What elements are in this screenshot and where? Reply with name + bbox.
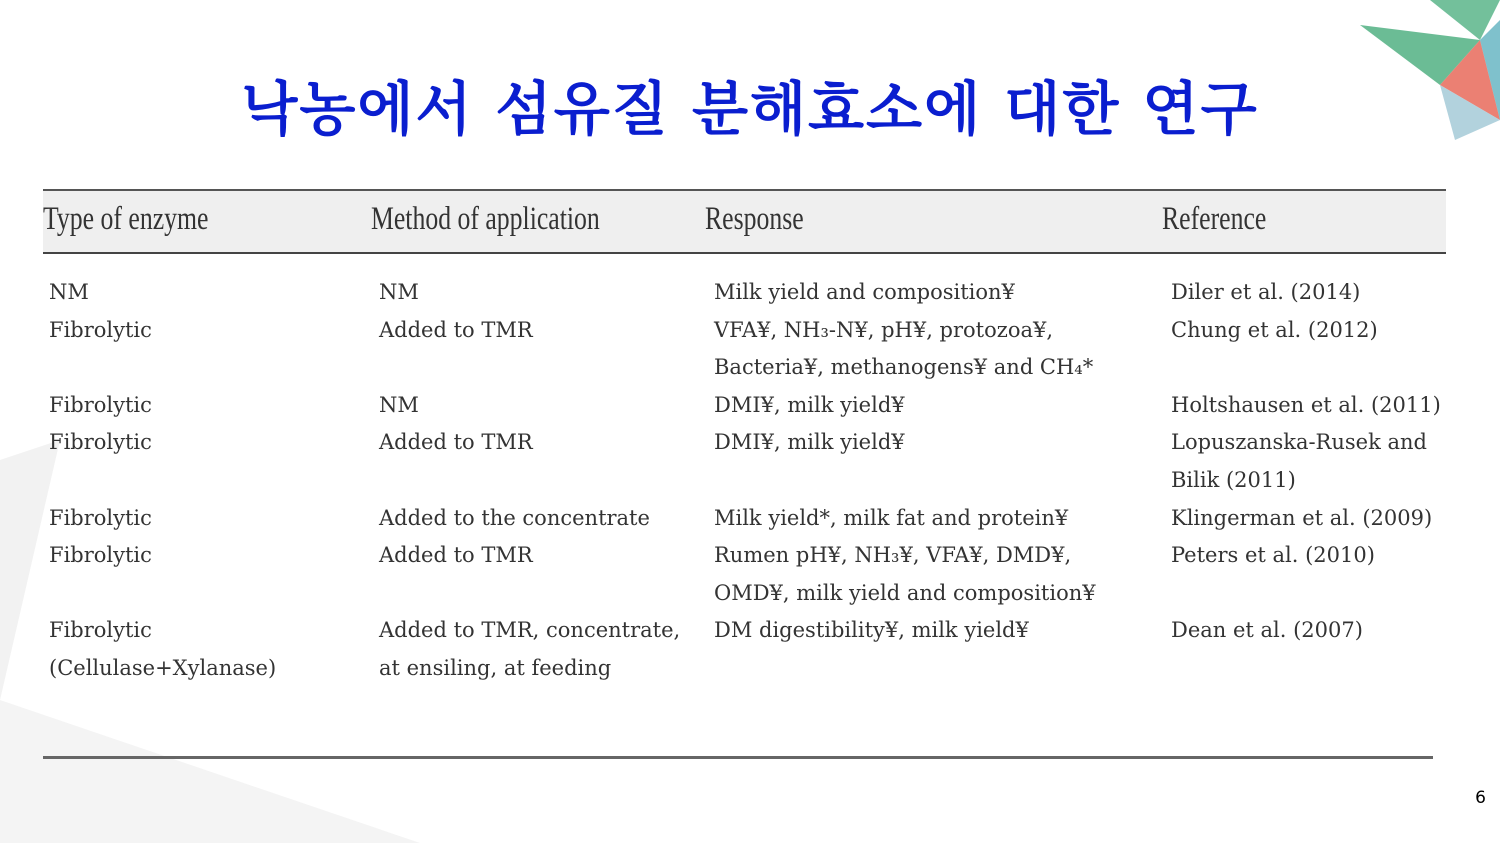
cell-method: Added to the concentrate [379,505,650,530]
cell-method: Added to TMR, concentrate, [379,618,681,643]
cell-type: Fibrolytic [49,505,152,530]
cell-reference: Klingerman et al. (2009) [1171,505,1433,530]
cell-response: Milk yield*, milk fat and protein¥ [714,505,1069,530]
page-number: 6 [1475,788,1486,808]
table-row [43,387,1446,425]
cell-response: DMI¥, milk yield¥ [714,392,905,417]
cell-reference: Holtshausen et al. (2011) [1171,392,1441,417]
cell-reference: Bilik (2011) [1171,467,1296,492]
cell-type: (Cellulase+Xylanase) [49,655,277,680]
table-row [43,500,1446,538]
table-row [43,312,1446,350]
cell-response: Bacteria¥, methanogens¥ and CH₄* [714,355,1094,380]
table-bottom-rule [43,756,1433,759]
cell-method: NM [379,392,419,417]
cell-response: VFA¥, NH₃-N¥, pH¥, protozoa¥, [714,317,1054,342]
table-row [43,349,1446,387]
table-row [43,462,1446,500]
cell-response: OMD¥, milk yield and composition¥ [714,580,1096,605]
cell-type: Fibrolytic [49,430,152,455]
table-row [43,575,1446,613]
header-method-of-application: Method of application [371,201,600,237]
cell-method: Added to TMR [379,543,533,568]
table-body [43,274,1446,688]
table-row [43,612,1446,650]
cell-reference: Peters et al. (2010) [1171,543,1375,568]
header-reference: Reference [1162,201,1267,237]
cell-reference: Chung et al. (2012) [1171,317,1378,342]
cell-method: NM [379,280,419,304]
cell-type: Fibrolytic [49,618,152,643]
table-row [43,650,1446,688]
cell-response: DMI¥, milk yield¥ [714,430,905,455]
header-response: Response [705,201,804,237]
cell-type: Fibrolytic [49,317,152,342]
cell-type: Fibrolytic [49,392,152,417]
table-header [43,191,1446,254]
cell-method: Added to TMR [379,430,533,455]
cell-response: Rumen pH¥, NH₃¥, VFA¥, DMD¥, [714,543,1072,568]
cell-method: Added to TMR [379,317,533,342]
cell-reference: Dean et al. (2007) [1171,618,1363,643]
table-row [43,274,1446,312]
slide-title: 낙농에서 섬유질 분해효소에 대한 연구 [241,75,1259,143]
cell-reference: Lopuszanska-Rusek and [1171,430,1427,455]
cell-response: DM digestibility¥, milk yield¥ [714,618,1029,643]
cell-response: Milk yield and composition¥ [714,280,1015,304]
table-row [43,537,1446,575]
cell-type: NM [49,280,89,304]
cell-type: Fibrolytic [49,543,152,568]
table-row [43,424,1446,462]
cell-reference: Diler et al. (2014) [1171,280,1361,304]
header-type-of-enzyme: Type of enzyme [43,201,209,237]
cell-method: at ensiling, at feeding [379,655,612,680]
